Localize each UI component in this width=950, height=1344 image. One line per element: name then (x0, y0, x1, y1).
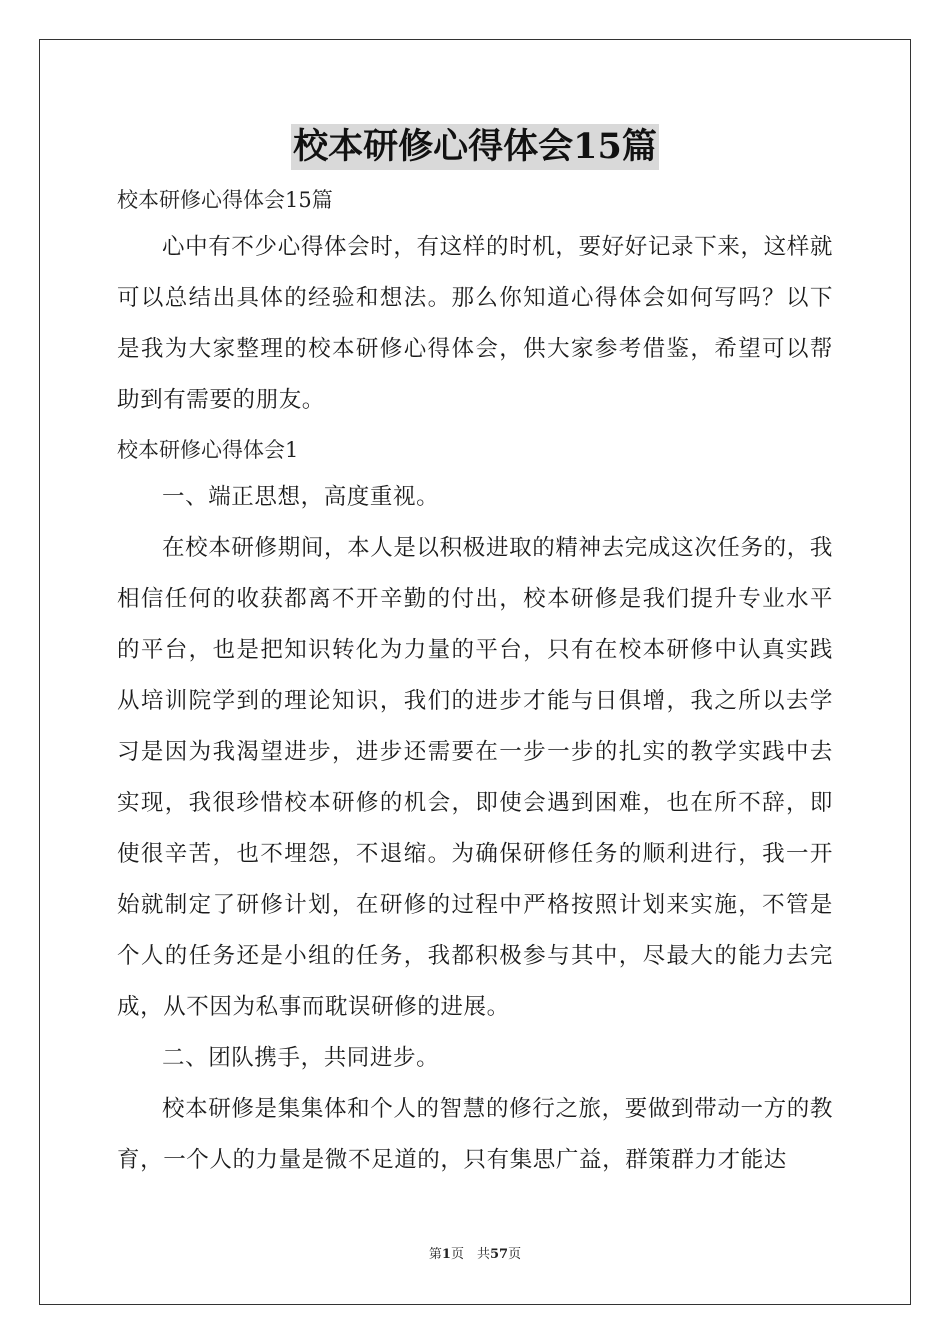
point-one-heading: 一、端正思想，高度重视。 (162, 484, 440, 510)
point-two-heading: 二、团队携手，共同进步。 (162, 1045, 440, 1071)
document-title: 校本研修心得体会15篇 (291, 124, 659, 170)
document-body (117, 176, 833, 1186)
footer-mid: 页 共 (450, 1247, 490, 1262)
page-footer (0, 1246, 950, 1264)
footer-total-pages: 57 (489, 1247, 509, 1262)
section-heading: 校本研修心得体会1 (117, 438, 299, 462)
footer-prefix: 第 (428, 1247, 442, 1262)
point-one-paragraph: 在校本研修期间，本人是以积极进取的精神去完成这次任务的，我相信任何的收获都离不开辛勤的付出，校本研修是我们提升专业水平的平台，也是把知识转化为力量的平台，只有在校本研修中认真实践从培训院学到的理论知识，我们的进步才能与日俱增，我之所以去学习是因为我渴望进步，进步还需要在一步一步的扎实的教学实践中去实现，我很珍惜校本研修的机会，即使会遇到困难，也在所不辞，即使很辛苦，也不埋怨，不退缩。为确保研修任务的顺利进行，我一开始就制定了研修计划，在研修的过程中严格按照计划来实施，不管是个人的任务还是小组的任务，我都积极参与其中，尽最大的能力去完成，从不因为私事而耽误研修的进展。 (117, 535, 833, 1020)
point-two-paragraph: 校本研修是集集体和个人的智慧的修行之旅，要做到带动一方的教育，一个人的力量是微不足道的，只有集思广益，群策群力才能达 (117, 1096, 833, 1173)
subtitle-line: 校本研修心得体会15篇 (117, 188, 333, 212)
intro-paragraph: 心中有不少心得体会时，有这样的时机，要好好记录下来，这样就可以总结出具体的经验和想法。那么你知道心得体会如何写吗？以下是我为大家整理的校本研修心得体会，供大家参考借鉴，希望可以帮助到有需要的朋友。 (117, 234, 833, 413)
title-container (0, 124, 950, 170)
footer-current-page: 1 (441, 1247, 451, 1262)
footer-suffix: 页 (508, 1247, 522, 1262)
